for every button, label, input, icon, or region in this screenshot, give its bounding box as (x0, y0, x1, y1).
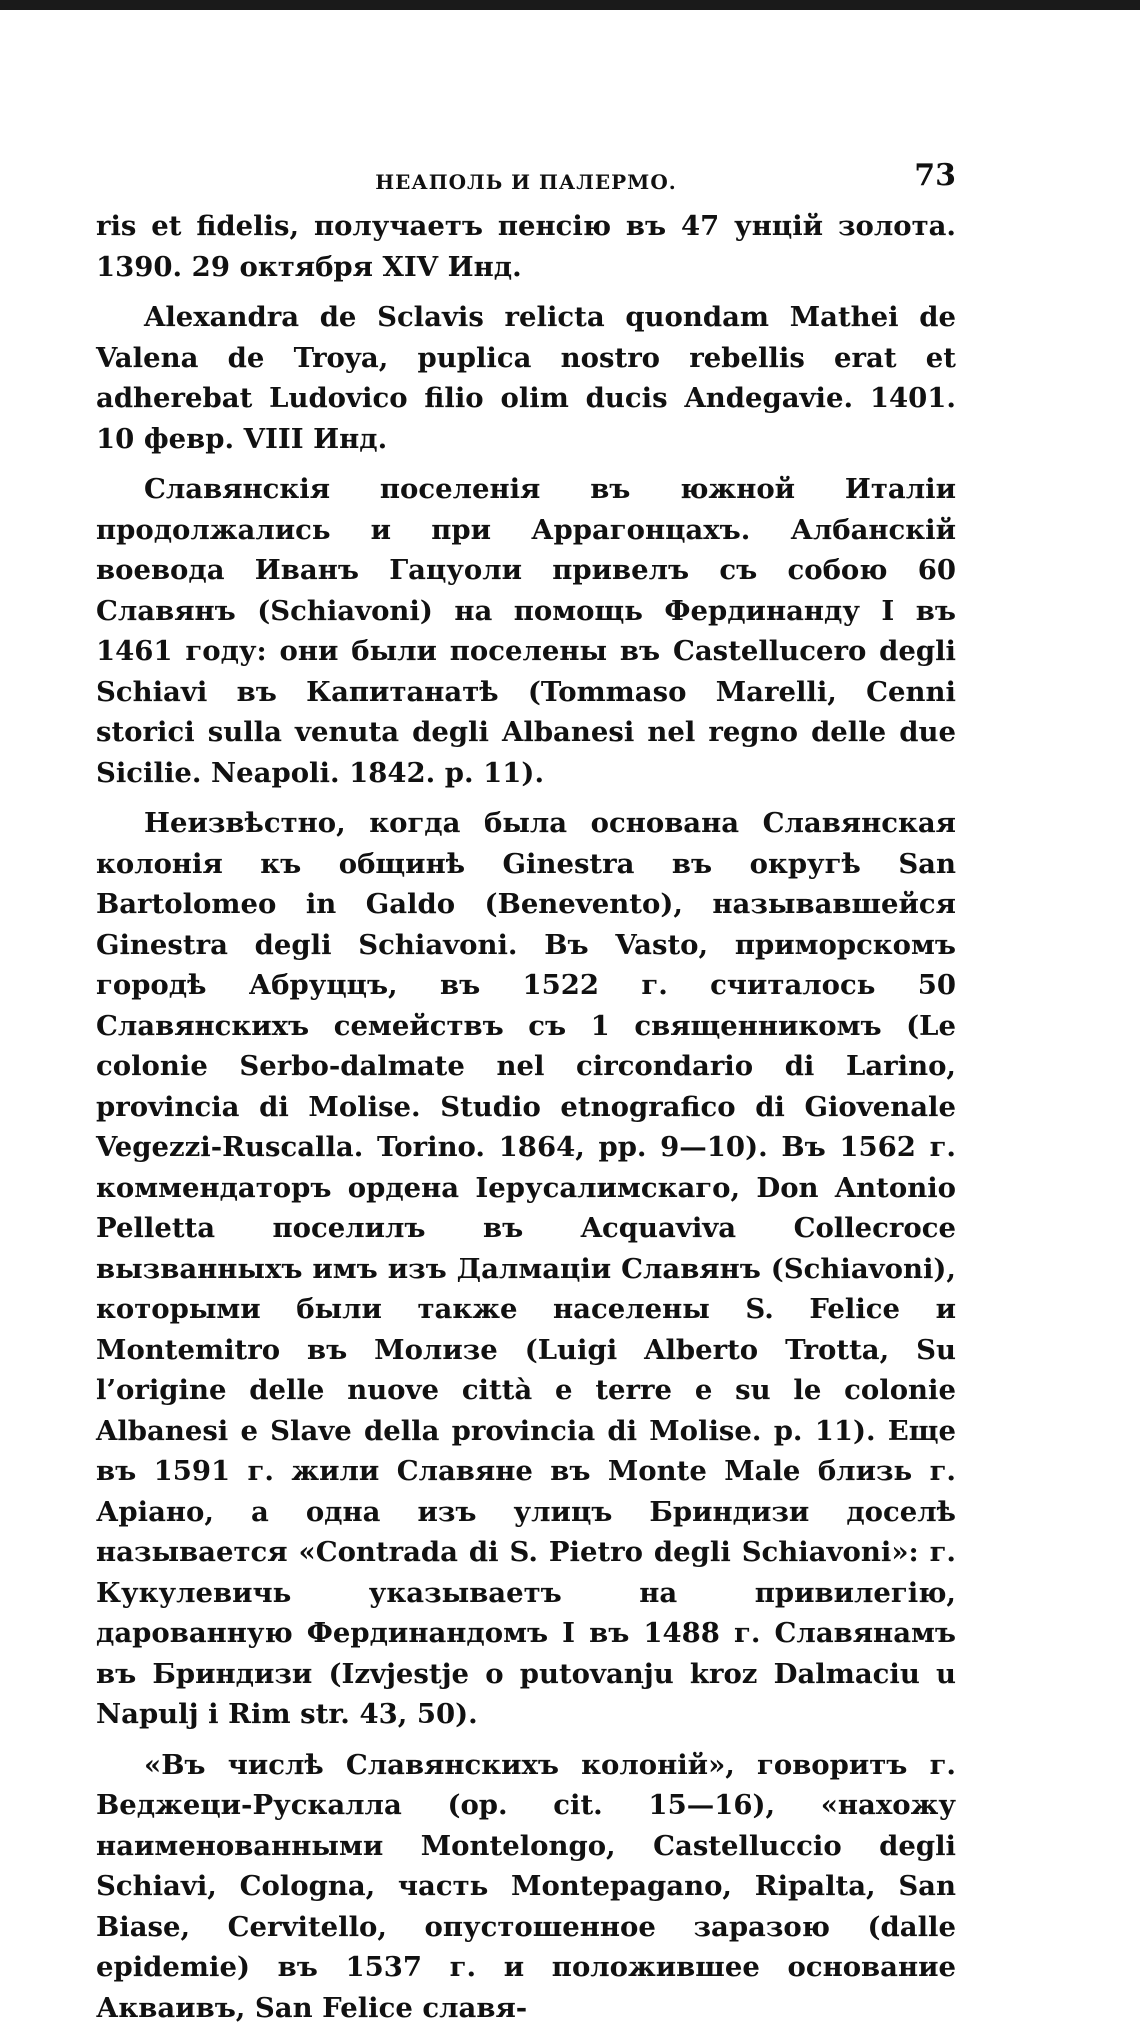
paragraph-1: ris et fidelis, получаетъ пенсію въ 47 унцій золота. 1390. 29 октября XIV Инд. (96, 210, 956, 283)
page-number: 73 (914, 158, 956, 193)
paragraph-2: Alexandra de Sclavis relicta quondam Mathei de Valena de Troya, puplica nostro rebellis erat et adherebat Ludovico filio olim ducis Andegavie. 1401. 10 февр. VIII Инд. (96, 301, 956, 455)
paragraph-4: Неизвѣстно, когда была основана Славянская колонія къ общинѣ Ginestra въ округѣ San Bartolomeo in Galdo (Benevento), называвшейся Ginestra degli Schiavoni. Въ Vasto, приморскомъ городѣ Абруццъ, въ 1522 г. считалось 50 Славянскихъ семействъ съ 1 священникомъ (Le colonie Serbo-dalmate nel circondario di Larino, provincia di Molise. Studio etnografico di Giovenale Vegezzi-Ruscalla. Torino. 1864, pp. 9—10). Въ 1562 г. коммендаторъ ордена Іерусалимскаго, Don Antonio Pelletta поселилъ въ Acquaviva Collecroce вызванныхъ имъ изъ Далмаціи Славянъ (Schiavoni), которыми были также населены S. Felice и Montemitro въ Молизе (Luigi Alberto Trotta, Su l’origine delle nuove città e terre e su le colonie Albanesi e Slave della provincia di Molise. p. 11). Еще въ 1591 г. жили Славяне въ Monte Male близь г. Аріано, а одна изъ улицъ Бриндизи доселѣ называется «Contrada di S. Pietro degli Schiavoni»: г. Кукулевичь указываетъ на привилегію, дарованную Фердинандомъ I въ 1488 г. Славянамъ въ Бриндизи (Izvjestje o putovanju kroz Dalmaciu u Napulj i Rim str. 43, 50). (96, 807, 956, 1730)
running-header (96, 150, 956, 200)
running-title: НЕАПОЛЬ И ПАЛЕРМО. (375, 170, 677, 194)
book-page (96, 150, 956, 2038)
paragraph-3: Славянскія поселенія въ южной Италіи продолжались и при Аррагонцахъ. Албанскій воевода Иванъ Гацуоли привелъ съ собою 60 Славянъ (Schiavoni) на помощь Фердинанду I въ 1461 году: они были поселены въ Castellucero degli Schiavi въ Капитанатѣ (Tommaso Marelli, Cenni storici sulla venuta degli Albanesi nel regno delle due Sicilie. Neapoli. 1842. p. 11). (96, 473, 956, 789)
top-border-rule (0, 0, 1140, 10)
paragraph-5: «Въ числѣ Славянскихъ колоній», говоритъ г. Веджеци-Рускалла (op. cit. 15—16), «нахожу наименованными Montelongo, Castelluccio degli Schiavi, Cologna, часть Montepagano, Ripalta, San Biase, Cervitello, опустошенное заразою (dalle epidemie) въ 1537 г. и положившее основание Акваивъ, San Felice славя- (96, 1748, 956, 2024)
